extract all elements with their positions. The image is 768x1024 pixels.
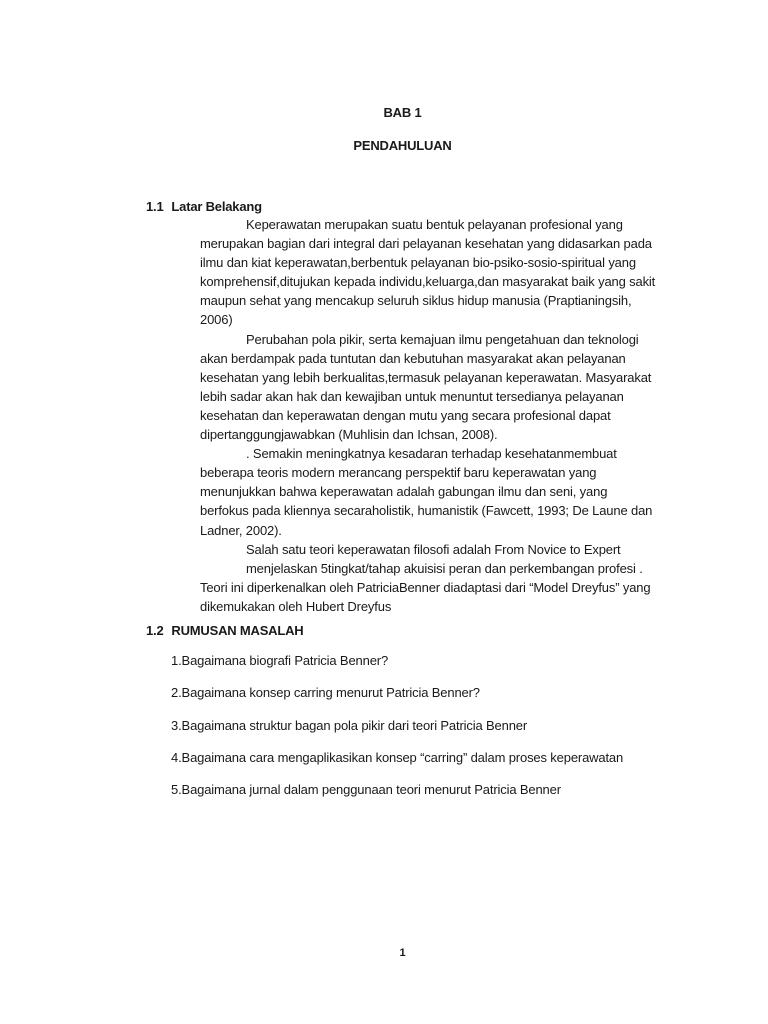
text-line: Teori ini diperkenalkan oleh PatriciaBenner diadaptasi dari “Model Dreyfus” yang xyxy=(200,579,651,595)
background-text xyxy=(200,215,662,616)
text-line: beberapa teoris modern merancang perspektif baru keperawatan yang xyxy=(200,465,597,481)
section-heading-rumusan-masalah xyxy=(146,623,303,638)
text-line: 2006) xyxy=(200,312,233,328)
text-line: kesehatan dan keperawatan dengan mutu yang secara profesional dapat xyxy=(200,407,611,423)
text-line: menjelaskan 5tingkat/tahap akuisisi peran dan perkembangan profesi . xyxy=(246,560,643,576)
text-line: komprehensif,ditujukan kepada individu,keluarga,dan masyarakat baik yang sakit xyxy=(200,274,656,290)
section-number: 1.1 xyxy=(146,199,164,214)
text-line: berfokus pada kliennya secaraholistik, humanistik (Fawcett, 1993; De Laune dan xyxy=(200,503,653,519)
text-line: akan berdampak pada tuntutan dan kebutuhan masyarakat akan pelayanan xyxy=(200,350,626,366)
text-line: ilmu dan kiat keperawatan,berbentuk pelayanan bio-psiko-sosio-spiritual yang xyxy=(200,255,636,271)
list-item: 4.Bagaimana cara mengaplikasikan konsep “carring” dalam proses keperawatan xyxy=(171,749,624,765)
text-line: menunjukkan bahwa keperawatan adalah gabungan ilmu dan seni, yang xyxy=(200,484,608,500)
text-line: . Semakin meningkatnya kesadaran terhadap kesehatanmembuat xyxy=(246,446,617,462)
text-line: dikemukakan oleh Hubert Dreyfus xyxy=(200,598,392,614)
text-line: maupun sehat yang mencakup seluruh siklus hidup manusia (Praptianingsih, xyxy=(200,293,632,309)
list-item: 3.Bagaimana struktur bagan pola pikir dari teori Patricia Benner xyxy=(171,717,528,733)
section-heading-latar-belakang xyxy=(146,199,262,214)
text-line: kesehatan yang lebih berkualitas,termasuk pelayanan keperawatan. Masyarakat xyxy=(200,369,652,385)
problem-list xyxy=(171,651,623,812)
list-item: 2.Bagaimana konsep carring menurut Patricia Benner? xyxy=(171,685,480,701)
text-line: Perubahan pola pikir, serta kemajuan ilmu pengetahuan dan teknologi xyxy=(246,331,639,347)
section-number: 1.2 xyxy=(146,623,164,638)
chapter-title: PENDAHULUAN xyxy=(353,138,452,153)
text-line: Keperawatan merupakan suatu bentuk pelayanan profesional yang xyxy=(246,217,623,232)
text-line: Salah satu teori keperawatan filosofi adalah From Novice to Expert xyxy=(246,541,621,557)
list-item: 1.Bagaimana biografi Patricia Benner? xyxy=(171,653,389,668)
list-item: 5.Bagaimana jurnal dalam penggunaan teori menurut Patricia Benner xyxy=(171,782,561,798)
text-line: merupakan bagian dari integral dari pelayanan kesehatan yang didasarkan pada xyxy=(200,236,652,252)
chapter-label: BAB 1 xyxy=(383,105,422,120)
page-number: 1 xyxy=(399,947,406,959)
section-title: RUMUSAN MASALAH xyxy=(171,623,304,638)
text-line: Ladner, 2002). xyxy=(200,522,282,538)
text-line: dipertanggungjawabkan (Muhlisin dan Ichsan, 2008). xyxy=(200,427,498,443)
section-title: Latar Belakang xyxy=(171,199,262,214)
text-line: lebih sadar akan hak dan kewajiban untuk menuntut tersedianya pelayanan xyxy=(200,388,624,404)
